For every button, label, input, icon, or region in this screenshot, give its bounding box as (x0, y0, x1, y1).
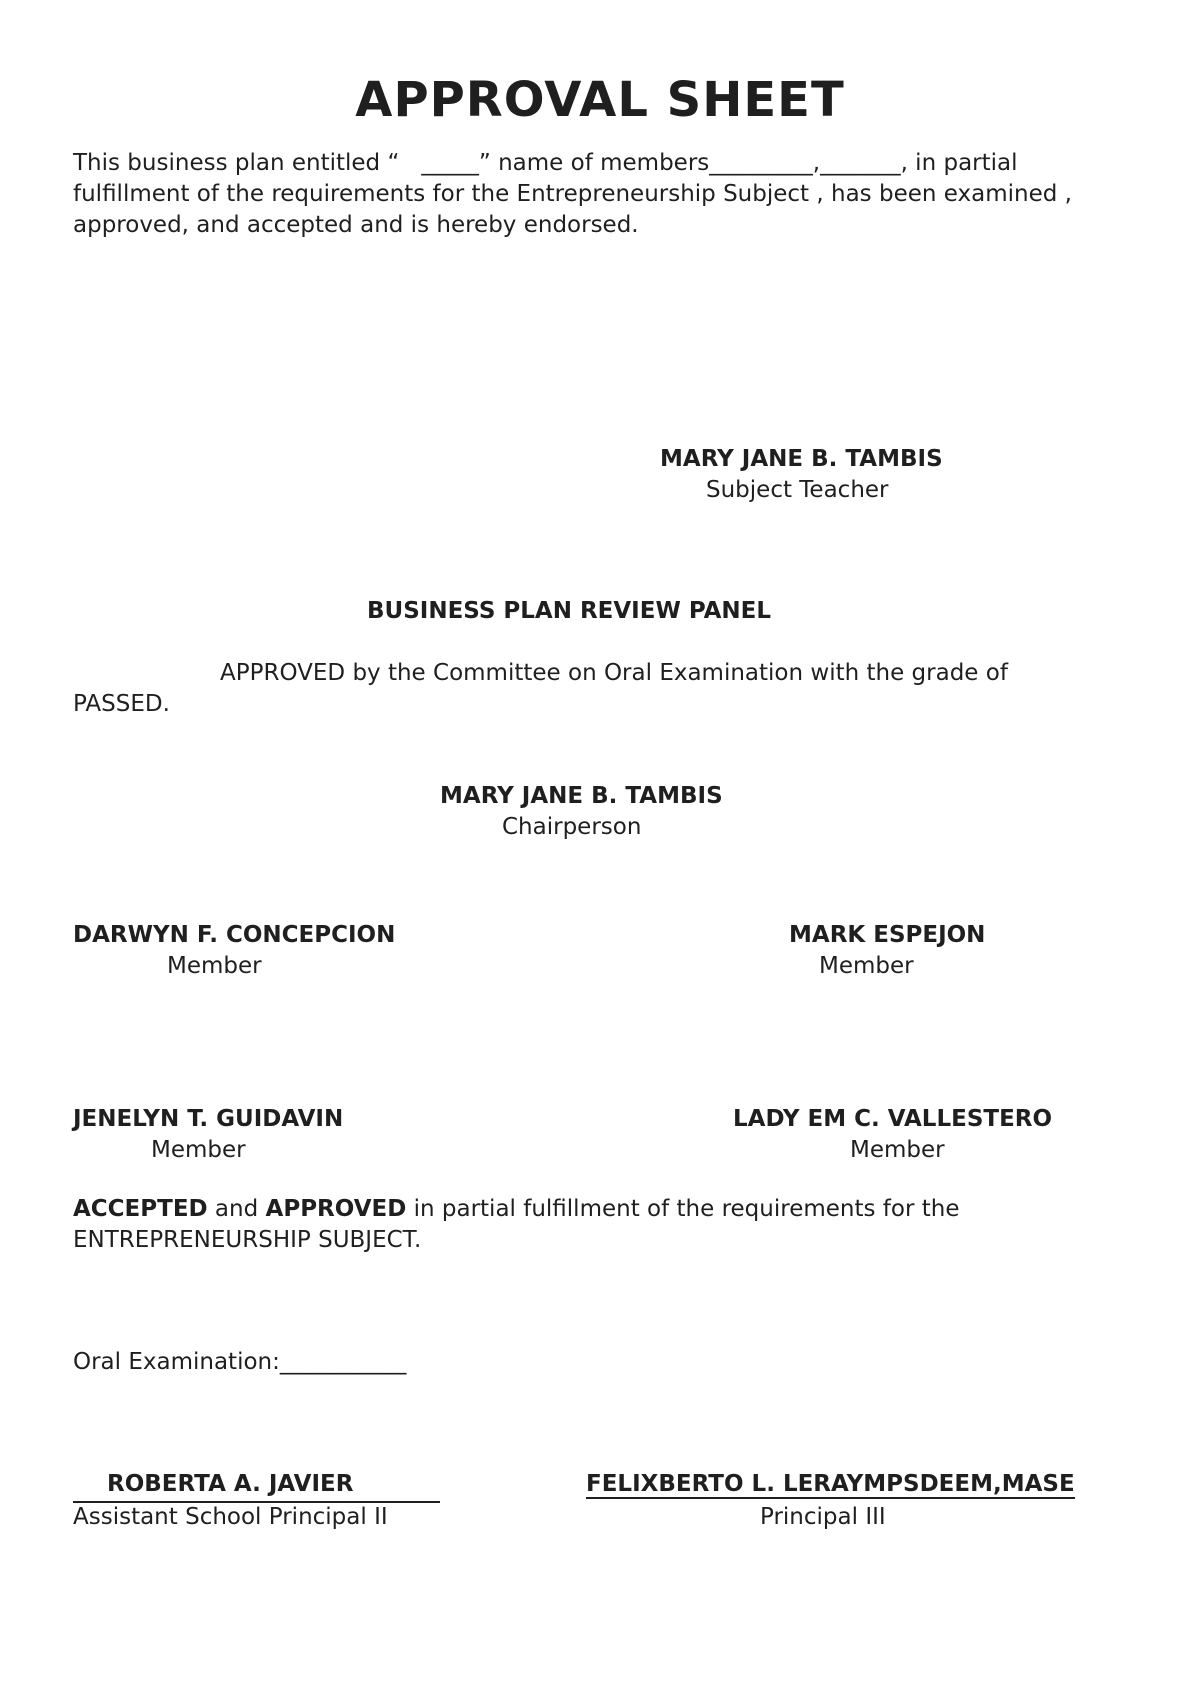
member-name: JENELYN T. GUIDAVIN (73, 1106, 344, 1132)
page-title: APPROVAL SHEET (355, 72, 845, 128)
chairperson-name: MARY JANE B. TAMBIS (440, 783, 723, 809)
oral-exam-line (73, 1349, 406, 1375)
accepted-bold: ACCEPTED (73, 1196, 208, 1222)
signatory-role: Assistant School Principal II (73, 1504, 388, 1530)
accepted-and: and (207, 1196, 266, 1222)
teacher-role: Subject Teacher (706, 477, 889, 503)
signatory-name: FELIXBERTO L. LERAYMPSDEEM,MASE (586, 1471, 1075, 1497)
member-name: DARWYN F. CONCEPCION (73, 922, 396, 948)
member-role: Member (850, 1137, 945, 1163)
signatory-role: Principal III (760, 1504, 886, 1530)
teacher-name: MARY JANE B. TAMBIS (660, 446, 943, 472)
accepted-line-2: ENTREPRENEURSHIP SUBJECT. (73, 1227, 422, 1253)
member-role: Member (167, 953, 262, 979)
intro-line-3: approved, and accepted and is hereby endorsed. (73, 212, 639, 238)
oral-exam-label: Oral Examination: (73, 1349, 280, 1375)
intro-line-1 (73, 148, 1143, 179)
accepted-rest: in partial fulfillment of the requirements for the (406, 1196, 960, 1222)
approved-line-2: PASSED. (73, 691, 170, 717)
signatory-line (73, 1471, 440, 1503)
member-name: LADY EM C. VALLESTERO (733, 1106, 1053, 1132)
intro-line-2: fulfillment of the requirements for the Entrepreneurship Subject , has been examined , (73, 181, 1072, 207)
panel-heading: BUSINESS PLAN REVIEW PANEL (367, 598, 771, 624)
approved-line-1: APPROVED by the Committee on Oral Examination with the grade of (220, 660, 1008, 686)
intro-line-1-start: This business plan entitled “ (73, 150, 400, 176)
member-role: Member (819, 953, 914, 979)
intro-line-1-end: _____” name of members_________,_______, in partial (421, 150, 1018, 176)
approved-bold: APPROVED (265, 1196, 407, 1222)
intro-paragraph (73, 148, 1143, 241)
oral-exam-blank: ___________ (279, 1349, 407, 1375)
signatory-name: ROBERTA A. JAVIER (107, 1471, 354, 1497)
member-role: Member (151, 1137, 246, 1163)
signatory-line (586, 1471, 1075, 1499)
accepted-line-1 (73, 1196, 959, 1222)
chairperson-role: Chairperson (502, 814, 642, 840)
member-name: MARK ESPEJON (789, 922, 986, 948)
